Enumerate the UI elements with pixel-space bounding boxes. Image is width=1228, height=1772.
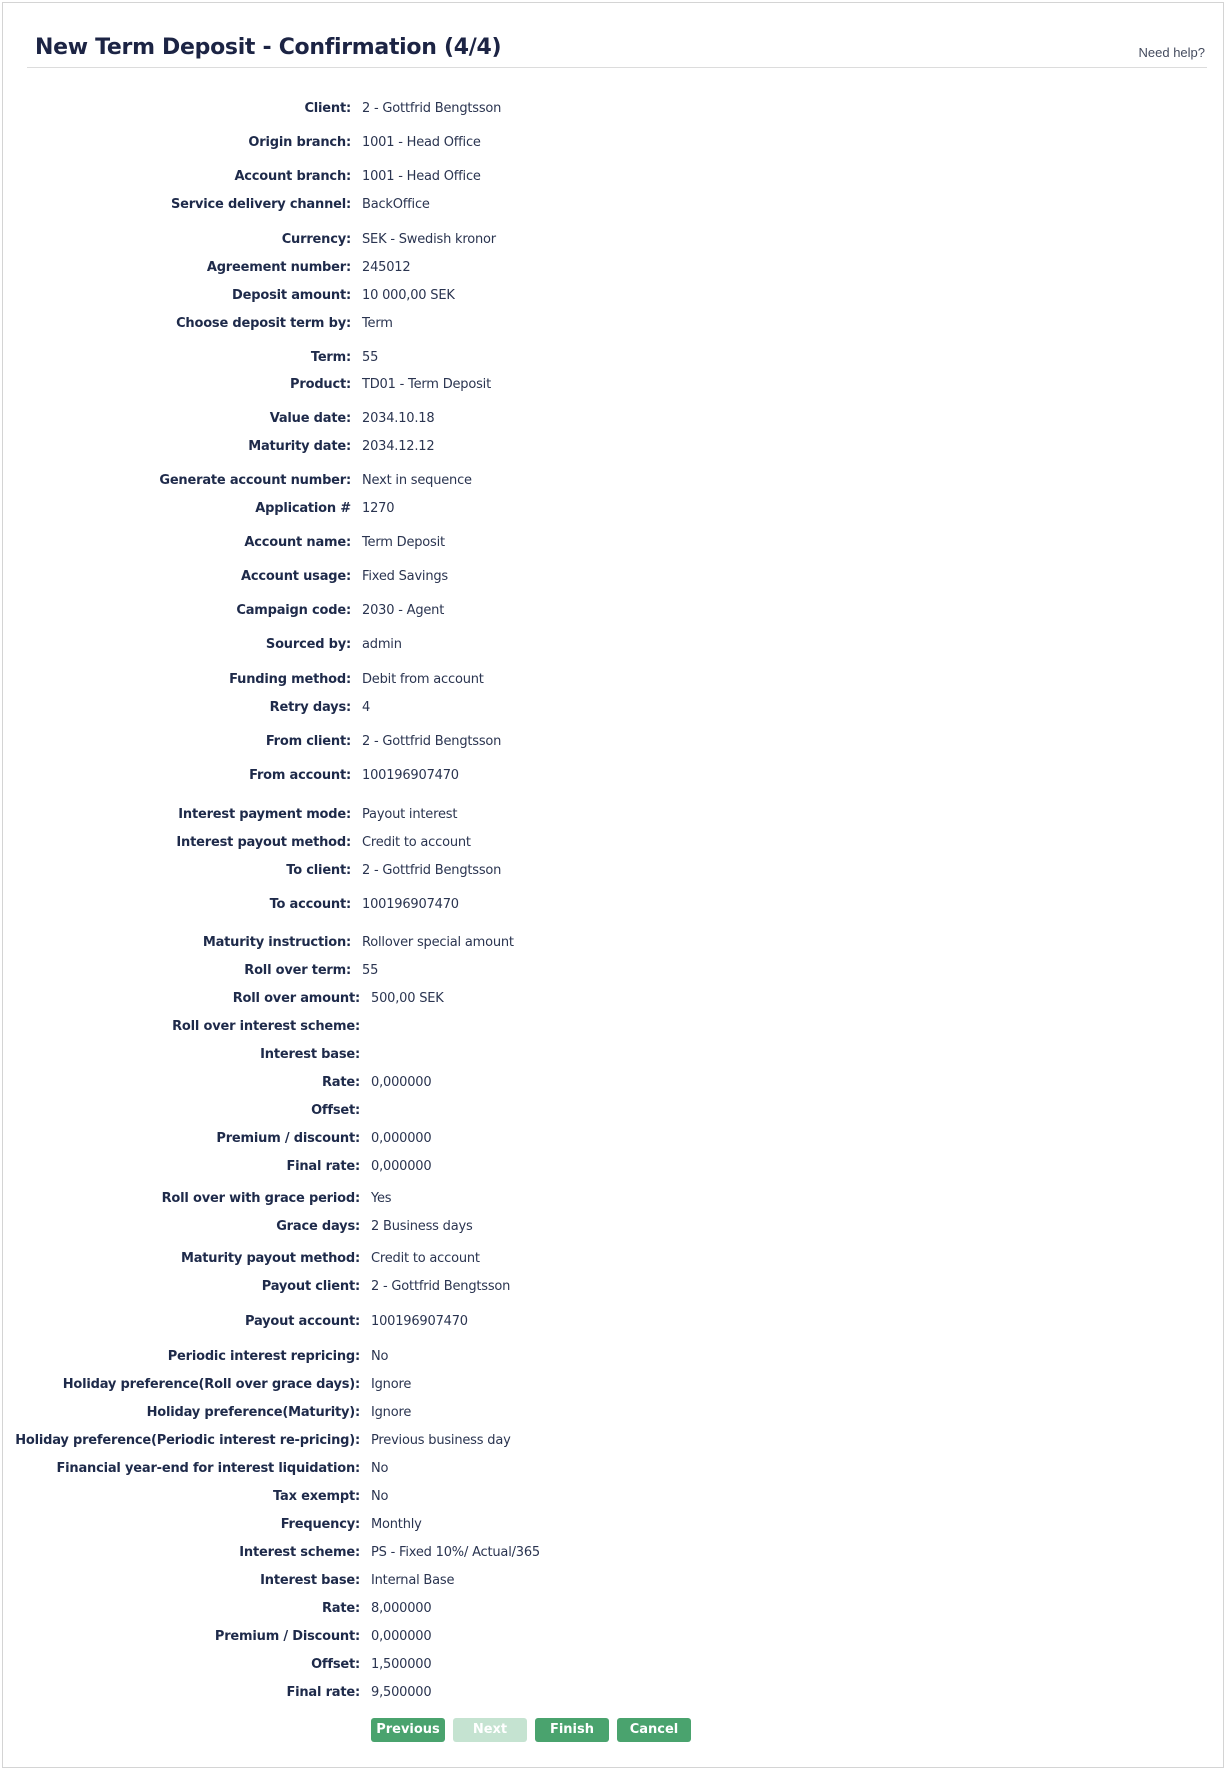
field-value: TD01 - Term Deposit: [362, 377, 491, 392]
field-label: Interest base:: [260, 1573, 360, 1588]
field-row-final-rate: [0, 1159, 432, 1179]
field-row-tax-exempt: [0, 1489, 389, 1509]
field-value: 2 - Gottfrid Bengtsson: [362, 101, 502, 116]
field-row-rate: [0, 1601, 432, 1621]
field-value: No: [371, 1489, 389, 1504]
field-row-choose-deposit-term-by: [0, 316, 393, 336]
field-row-roll-over-with-grace-period: [0, 1191, 392, 1211]
field-row-sourced-by: [0, 637, 402, 657]
field-label: Payout client:: [261, 1279, 360, 1294]
field-value: 0,000000: [371, 1629, 432, 1644]
field-row-final-rate: [0, 1685, 432, 1705]
field-value: Ignore: [371, 1377, 412, 1392]
field-label: Account branch:: [234, 169, 351, 184]
field-value: PS - Fixed 10%/ Actual/365: [371, 1545, 540, 1560]
field-label: Maturity payout method:: [180, 1251, 360, 1266]
field-row-offset: [0, 1657, 432, 1677]
field-value: admin: [362, 637, 402, 652]
field-value: 9,500000: [371, 1685, 432, 1700]
field-label: Holiday preference(Periodic interest re-pricing):: [15, 1433, 360, 1448]
field-label: Offset:: [311, 1657, 360, 1672]
field-label: Interest payment mode:: [178, 807, 351, 822]
field-value: Next in sequence: [362, 473, 472, 488]
field-value: 2 - Gottfrid Bengtsson: [362, 863, 502, 878]
field-value: Debit from account: [362, 672, 484, 687]
field-value: 55: [362, 350, 379, 365]
field-row-grace-days: [0, 1219, 473, 1239]
field-label: Holiday preference(Roll over grace days):: [62, 1377, 360, 1392]
field-row-application: [0, 501, 395, 521]
field-label: Campaign code:: [236, 603, 351, 618]
field-label: Premium / Discount:: [214, 1629, 360, 1644]
field-label: Interest base:: [260, 1047, 360, 1062]
field-value: 1270: [362, 501, 395, 516]
field-row-payout-account: [0, 1314, 468, 1334]
field-label: Term:: [310, 350, 351, 365]
field-label: Interest scheme:: [239, 1545, 360, 1560]
field-label: Final rate:: [286, 1685, 360, 1700]
page-header: [27, 31, 1207, 68]
field-value: 2034.12.12: [362, 439, 435, 454]
field-label: Roll over interest scheme:: [172, 1019, 360, 1034]
field-row-financial-year-end-for-interest-liquidation: [0, 1461, 389, 1481]
field-row-from-account: [0, 768, 459, 788]
field-value: 55: [362, 963, 379, 978]
field-value: 1001 - Head Office: [362, 169, 481, 184]
field-value: 0,000000: [371, 1159, 432, 1174]
field-label: Origin branch:: [248, 135, 351, 150]
field-label: Account usage:: [241, 569, 351, 584]
field-value: 2 - Gottfrid Bengtsson: [362, 734, 502, 749]
field-row-interest-base: [0, 1047, 360, 1067]
field-label: Rate:: [321, 1075, 360, 1090]
field-value: Ignore: [371, 1405, 412, 1420]
field-label: Maturity date:: [248, 439, 351, 454]
field-value: Previous business day: [371, 1433, 511, 1448]
field-value: 2034.10.18: [362, 411, 435, 426]
field-row-premium-discount: [0, 1629, 432, 1649]
field-value: 1001 - Head Office: [362, 135, 481, 150]
field-value: 0,000000: [371, 1131, 432, 1146]
field-row-product: [0, 377, 491, 397]
field-row-roll-over-term: [0, 963, 379, 983]
field-row-periodic-interest-repricing: [0, 1349, 389, 1369]
field-label: To client:: [286, 863, 351, 878]
field-label: Roll over amount:: [232, 991, 360, 1006]
field-row-rate: [0, 1075, 432, 1095]
field-row-roll-over-amount: [0, 991, 444, 1011]
cancel-button[interactable]: Cancel: [617, 1718, 691, 1742]
field-label: Rate:: [321, 1601, 360, 1616]
field-row-retry-days: [0, 700, 371, 720]
field-label: From account:: [249, 768, 351, 783]
field-value: Rollover special amount: [362, 935, 514, 950]
field-label: Financial year-end for interest liquidation:: [56, 1461, 360, 1476]
field-row-agreement-number: [0, 260, 411, 280]
field-row-holiday-preference-periodic-interest-re-pricing: [0, 1433, 511, 1453]
field-value: 2030 - Agent: [362, 603, 445, 618]
field-row-maturity-date: [0, 439, 435, 459]
field-label: Application #: [255, 501, 351, 516]
field-value: 1,500000: [371, 1657, 432, 1672]
field-label: Final rate:: [286, 1159, 360, 1174]
field-label: Sourced by:: [265, 637, 351, 652]
field-row-account-usage: [0, 569, 449, 589]
field-value: No: [371, 1461, 389, 1476]
field-label: Generate account number:: [159, 473, 351, 488]
field-value: Internal Base: [371, 1573, 455, 1588]
field-label: Currency:: [281, 232, 351, 247]
field-value: 100196907470: [362, 768, 459, 783]
field-row-holiday-preference-roll-over-grace-days: [0, 1377, 412, 1397]
field-value: 10 000,00 SEK: [362, 288, 455, 303]
field-row-value-date: [0, 411, 435, 431]
field-label: Grace days:: [276, 1219, 360, 1234]
field-label: Agreement number:: [206, 260, 351, 275]
field-row-interest-payment-mode: [0, 807, 458, 827]
finish-button[interactable]: Finish: [535, 1718, 609, 1742]
field-row-interest-base: [0, 1573, 455, 1593]
field-row-funding-method: [0, 672, 484, 692]
field-label: Periodic interest repricing:: [167, 1349, 360, 1364]
field-row-from-client: [0, 734, 502, 754]
field-value: 245012: [362, 260, 411, 275]
field-label: Product:: [290, 377, 351, 392]
field-row-holiday-preference-maturity: [0, 1405, 412, 1425]
field-label: Offset:: [311, 1103, 360, 1118]
field-value: 4: [362, 700, 371, 715]
field-row-frequency: [0, 1517, 422, 1537]
field-row-payout-client: [0, 1279, 511, 1299]
field-row-premium-discount: [0, 1131, 432, 1151]
field-value: Monthly: [371, 1517, 422, 1532]
field-label: Value date:: [269, 411, 351, 426]
field-value: 2 Business days: [371, 1219, 473, 1234]
field-value: Credit to account: [371, 1251, 480, 1266]
field-label: Client:: [304, 101, 351, 116]
field-label: To account:: [269, 897, 351, 912]
field-label: Interest payout method:: [176, 835, 351, 850]
field-label: Frequency:: [280, 1517, 360, 1532]
page-title: New Term Deposit - Confirmation (4/4): [35, 35, 502, 60]
field-label: Service delivery channel:: [170, 197, 351, 212]
field-row-maturity-payout-method: [0, 1251, 480, 1271]
field-row-to-account: [0, 897, 459, 917]
field-row-origin-branch: [0, 135, 481, 155]
field-value: Payout interest: [362, 807, 458, 822]
field-value: Fixed Savings: [362, 569, 449, 584]
field-label: Premium / discount:: [216, 1131, 360, 1146]
field-row-currency: [0, 232, 496, 252]
field-label: Holiday preference(Maturity):: [146, 1405, 360, 1420]
field-row-interest-payout-method: [0, 835, 471, 855]
field-value: Yes: [371, 1191, 392, 1206]
field-value: 100196907470: [371, 1314, 468, 1329]
field-value: 0,000000: [371, 1075, 432, 1090]
field-value: 2 - Gottfrid Bengtsson: [371, 1279, 511, 1294]
field-value: Credit to account: [362, 835, 471, 850]
field-row-maturity-instruction: [0, 935, 514, 955]
field-value: No: [371, 1349, 389, 1364]
field-label: From client:: [265, 734, 351, 749]
field-label: Roll over term:: [244, 963, 351, 978]
field-row-offset: [0, 1103, 360, 1123]
field-label: Funding method:: [229, 672, 351, 687]
field-label: Retry days:: [269, 700, 351, 715]
field-row-term: [0, 350, 379, 370]
field-value: Term Deposit: [362, 535, 445, 550]
field-row-client: [0, 101, 502, 121]
field-label: Tax exempt:: [273, 1489, 360, 1504]
field-value: BackOffice: [362, 197, 430, 212]
field-value: Term: [362, 316, 393, 331]
field-row-to-client: [0, 863, 502, 883]
field-row-roll-over-interest-scheme: [0, 1019, 360, 1039]
field-value: 100196907470: [362, 897, 459, 912]
field-value: 500,00 SEK: [371, 991, 444, 1006]
field-row-interest-scheme: [0, 1545, 540, 1565]
previous-button[interactable]: Previous: [371, 1718, 445, 1742]
field-row-deposit-amount: [0, 288, 455, 308]
field-label: Payout account:: [245, 1314, 360, 1329]
field-row-campaign-code: [0, 603, 445, 623]
field-value: 8,000000: [371, 1601, 432, 1616]
field-label: Maturity instruction:: [202, 935, 351, 950]
need-help-link[interactable]: Need help?: [1138, 45, 1205, 60]
next-button: Next: [453, 1718, 527, 1742]
field-label: Account name:: [244, 535, 351, 550]
field-value: SEK - Swedish kronor: [362, 232, 496, 247]
field-label: Deposit amount:: [232, 288, 351, 303]
field-row-generate-account-number: [0, 473, 472, 493]
field-row-service-delivery-channel: [0, 197, 430, 217]
field-label: Choose deposit term by:: [176, 316, 351, 331]
field-row-account-name: [0, 535, 445, 555]
field-label: Roll over with grace period:: [161, 1191, 360, 1206]
field-row-account-branch: [0, 169, 481, 189]
